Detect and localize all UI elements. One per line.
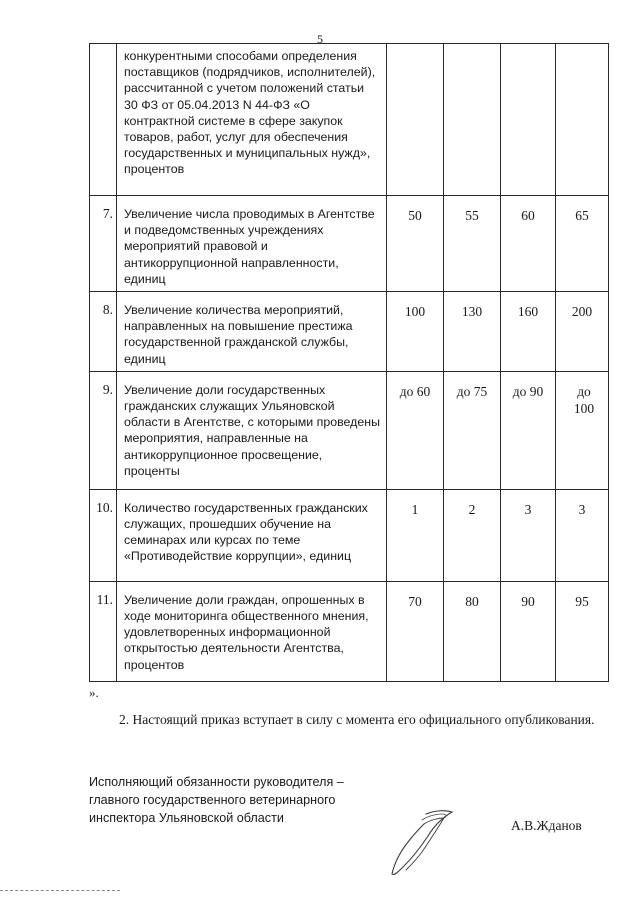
signer-name: А.В.Жданов <box>511 818 582 833</box>
value-cell: 130 <box>444 292 501 372</box>
value-cell: 65 <box>556 196 609 292</box>
value-cell <box>444 44 501 196</box>
table-row <box>90 489 609 581</box>
effective-date-clause: 2. Настоящий приказ вступает в силу с момента его официального опубликования. <box>119 712 595 727</box>
row-number: 9. <box>90 371 117 489</box>
value-cell <box>501 44 556 196</box>
value-cell: 200 <box>556 292 609 372</box>
indicator-text: Увеличение числа проводимых в Агентстве и подведомственных учреждениях мероприятий правовой и антикоррупционной направленности, единиц <box>117 196 387 292</box>
page-number: 5 <box>317 32 323 46</box>
value-cell: до 100 <box>556 371 609 489</box>
scan-edge-mark <box>0 890 120 891</box>
value-cell: 80 <box>444 581 501 681</box>
row-number: 10. <box>90 489 117 581</box>
table-row <box>90 44 609 196</box>
indicator-text: Увеличение доли государственных гражданских служащих Ульяновской области в Агентстве, с которыми проведены мероприятия, направленные на антикоррупционное просвещение, проценты <box>117 371 387 489</box>
indicator-text: Увеличение доли граждан, опрошенных в ходе мониторинга общественного мнения, удовлетворенных информационной открытостью деятельности Агентства, процентов <box>117 581 387 681</box>
value-cell: 50 <box>387 196 444 292</box>
value-cell: 160 <box>501 292 556 372</box>
indicator-text: конкурентными способами определения поставщиков (подрядчиков, исполнителей), рассчитанной с учетом положений статьи 30 ФЗ от 05.04.2013 N 44-ФЗ «О контрактной системе в сфере закупок товаров, работ, услуг для обеспечения государственных и муниципальных нужд», процентов <box>117 44 387 196</box>
value-cell: 3 <box>556 489 609 581</box>
value-cell: до 75 <box>444 371 501 489</box>
row-number: 11. <box>90 581 117 681</box>
indicator-text: Количество государственных гражданских служащих, прошедших обучение на семинарах или курсах по теме «Противодействие коррупции», единиц <box>117 489 387 581</box>
value-cell: до 60 <box>387 371 444 489</box>
position-line-2: главного государственного ветеринарного <box>89 793 336 807</box>
value-cell: 55 <box>444 196 501 292</box>
row-number <box>90 44 117 196</box>
table-row <box>90 371 609 489</box>
value-cell <box>556 44 609 196</box>
value-cell: 3 <box>501 489 556 581</box>
table-row <box>90 196 609 292</box>
indicators-table <box>89 43 609 682</box>
value-cell: 95 <box>556 581 609 681</box>
value-cell: до 90 <box>501 371 556 489</box>
table-row <box>90 292 609 372</box>
table-row <box>90 581 609 681</box>
row-number: 8. <box>90 292 117 372</box>
value-cell <box>387 44 444 196</box>
row-number: 7. <box>90 196 117 292</box>
handwritten-signature <box>384 800 484 880</box>
value-cell: 100 <box>387 292 444 372</box>
value-cell: 90 <box>501 581 556 681</box>
value-cell: 1 <box>387 489 444 581</box>
signature-block <box>89 773 344 827</box>
position-line-1: Исполняющий обязанности руководителя – <box>89 775 344 789</box>
closing-quote: ». <box>89 685 99 700</box>
value-cell: 2 <box>444 489 501 581</box>
indicator-text: Увеличение количества мероприятий, направленных на повышение престижа государственной гражданской службы, единиц <box>117 292 387 372</box>
value-cell: 60 <box>501 196 556 292</box>
value-cell: 70 <box>387 581 444 681</box>
position-line-3: инспектора Ульяновской области <box>89 811 284 825</box>
